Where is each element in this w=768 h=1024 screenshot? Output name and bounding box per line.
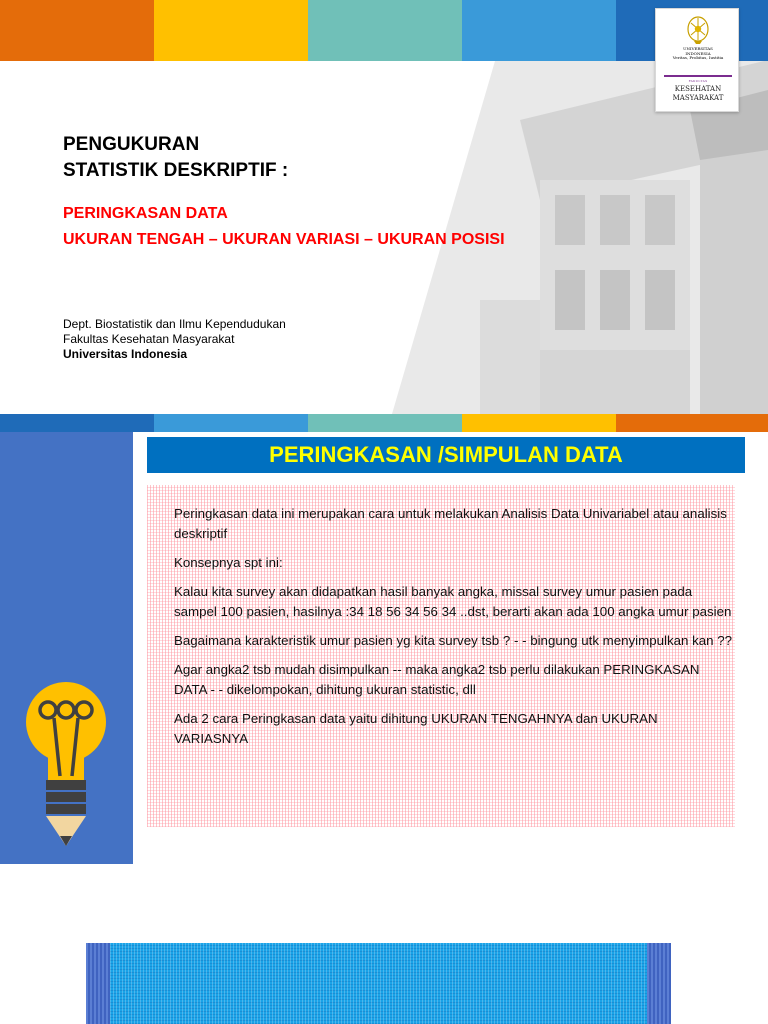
paragraph: Bagaimana karakteristik umur pasien yg kita survey tsb ? - - bingung utk menyimpulkan kan ?? [174,633,733,648]
logo-faculty-label: FAKULTAS [688,79,708,83]
title-slide [0,0,768,432]
bottom-color-bar [0,414,768,432]
logo-motto: Veritas, Probitas, Iustitia [672,55,724,61]
banner-title: PERINGKASAN /SIMPULAN DATA [269,442,623,467]
left-accent-panel [0,432,133,864]
slide-edge-pattern [86,943,110,1024]
paragraph: Konsepnya spt ini: [174,555,283,570]
paragraph: Agar angka2 tsb mudah disimpulkan -- maka angka2 tsb perlu dilakukan PERINGKASAN DATA - - dikelompokan, dihitung ukuran statistic, dll [174,662,700,697]
slide-subtitle [63,201,505,253]
content-slide [0,432,768,864]
lightbulb-pencil-icon [20,676,112,852]
slide-title [63,132,288,184]
slide-edge-pattern [647,943,671,1024]
slide-title-line: STATISTIK DESKRIPTIF : [63,160,289,181]
logo-university-line: UNIVERSITAS [683,46,713,51]
slide-subtitle-line: PERINGKASAN DATA [63,205,228,222]
slide-subtitle-line: UKURAN TENGAH – UKURAN VARIASI – UKURAN POSISI [63,231,505,248]
content-text-box [147,485,735,827]
logo-faculty-name: KESEHATAN [674,85,722,93]
logo-faculty-name: MASYARAKAT [672,94,724,102]
faculty-line: Fakultas Kesehatan Masyarakat [63,332,235,346]
paragraph: Ada 2 cara Peringkasan data yaitu dihitung UKURAN TENGAHNYA dan UKURAN VARIASNYA [174,711,658,746]
department-line: Dept. Biostatistik dan Ilmu Kependudukan [63,317,286,331]
logo-divider [664,75,732,77]
university-line: Universitas Indonesia [63,347,188,361]
next-slide-preview [86,943,671,1024]
paragraph: Peringkasan data ini merupakan cara untuk melakukan Analisis Data Univariabel atau analisis deskriptif [174,506,727,541]
university-logo [655,8,739,112]
paragraph: Kalau kita survey akan didapatkan hasil banyak angka, missal survey umur pasien pada sampel 100 pasien, hasilnya :34 18 56 34 56 34 ..dst, berarti akan ada 100 angka umur pasien [174,584,732,619]
slide-banner [147,437,745,473]
slide-title-line: PENGUKURAN [63,134,200,155]
makara-emblem-icon [685,15,711,45]
paragraph-list [174,504,734,758]
logo-university-line: INDONESIA [685,50,711,56]
department-info [63,317,286,362]
top-color-bar [0,0,768,61]
